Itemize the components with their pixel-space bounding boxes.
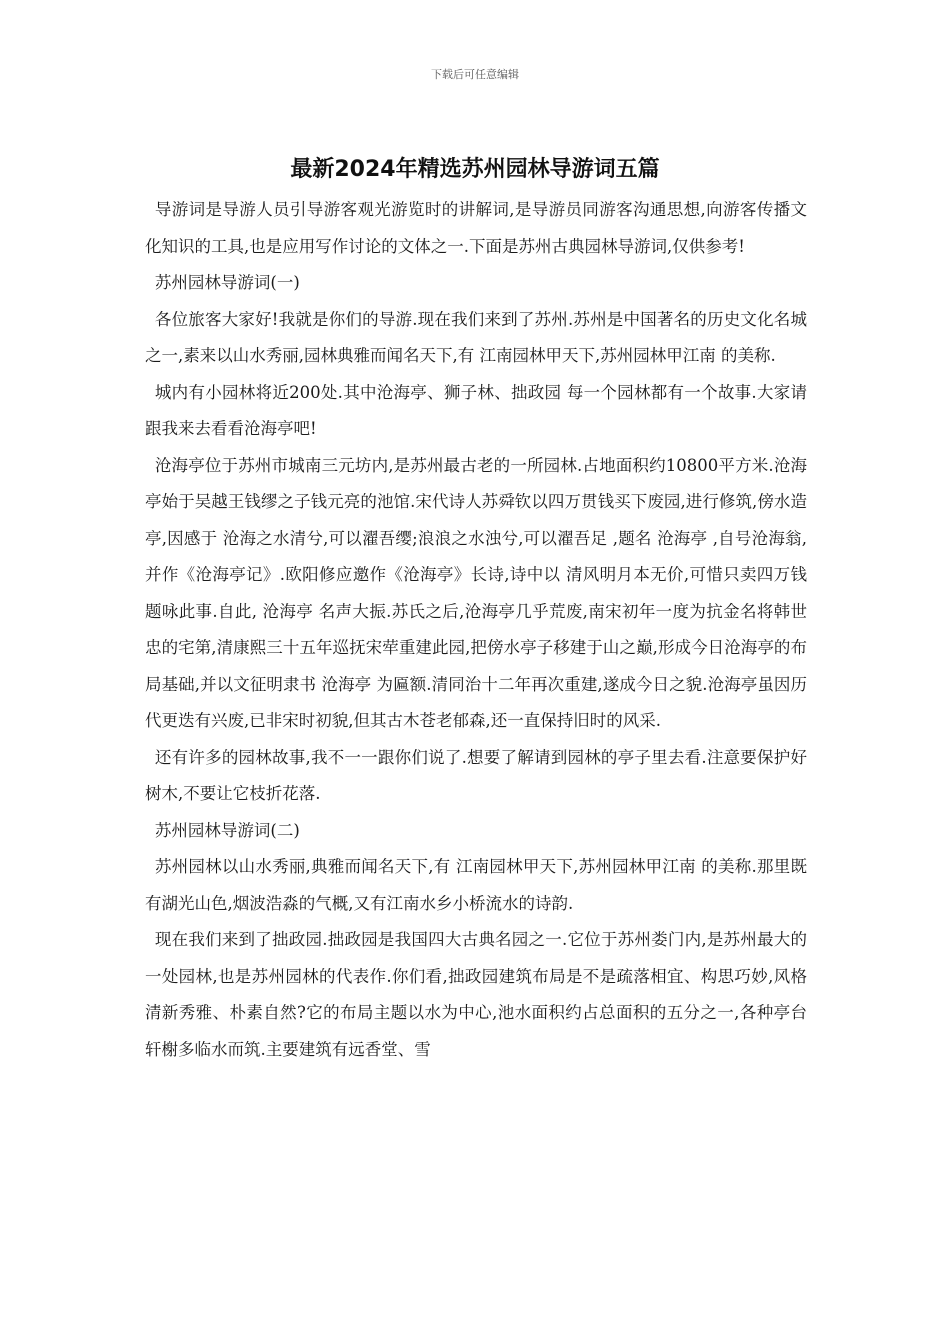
document-body	[145, 192, 807, 1068]
body-paragraph: 苏州园林以山水秀丽,典雅而闻名天下,有 江南园林甲天下,苏州园林甲江南 的美称.那里既有湖光山色,烟波浩淼的气概,又有江南水乡小桥流水的诗韵.	[145, 857, 807, 913]
section-heading-2: 苏州园林导游词(二)	[154, 820, 300, 840]
body-paragraph: 沧海亭位于苏州市城南三元坊内,是苏州最古老的一所园林.占地面积约10800平方米.沧海亭始于吴越王钱缪之子钱元亮的池馆.宋代诗人苏舜钦以四万贯钱买下废园,进行修筑,傍水造亭,因感于 沧海之水清兮,可以濯吾缨;浪浪之水浊兮,可以濯吾足 ,题名 沧海亭 ,自号沧海翁,并作《沧海亭记》.欧阳修应邀作《沧海亭》长诗,诗中以 清风明月本无价,可惜只卖四万钱 题咏此事.自此, 沧海亭 名声大振.苏氏之后,沧海亭几乎荒废,南宋初年一度为抗金名将韩世忠的宅第,清康熙三十五年巡抚宋荦重建此园,把傍水亭子移建于山之巅,形成今日沧海亭的布局基础,并以文征明隶书 沧海亭 为匾额.清同治十二年再次重建,遂成今日之貌.沧海亭虽因历代更迭有兴废,已非宋时初貌,但其古木苍老郁森,还一直保持旧时的风采.	[145, 455, 807, 730]
section-heading-1: 苏州园林导游词(一)	[154, 273, 300, 292]
body-paragraph: 现在我们来到了拙政园.拙政园是我国四大古典名园之一.它位于苏州娄门内,是苏州最大的一处园林,也是苏州园林的代表作.你们看,拙政园建筑布局是不是疏落相宜、构思巧妙,风格清新秀雅、朴素自然?它的布局主题以水为中心,池水面积约占总面积的五分之一,各种亭台轩榭多临水而筑.主要建筑有远香堂、雪	[145, 930, 807, 1059]
body-paragraph: 还有许多的园林故事,我不一一跟你们说了.想要了解请到园林的亭子里去看.注意要保护好树木,不要让它枝折花落.	[145, 747, 807, 803]
document-title: 最新2024年精选苏州园林导游词五篇	[290, 157, 660, 182]
body-paragraph: 各位旅客大家好!我就是你们的导游.现在我们来到了苏州.苏州是中国著名的历史文化名城之一,素来以山水秀丽,园林典雅而闻名天下,有 江南园林甲天下,苏州园林甲江南 的美称.	[145, 309, 807, 365]
header-note: 下载后可任意编辑	[431, 68, 519, 81]
body-paragraph: 城内有小园林将近200处.其中沧海亭、狮子林、拙政园 每一个园林都有一个故事.大家请跟我来去看看沧海亭吧!	[145, 382, 807, 438]
intro-paragraph: 导游词是导游人员引导游客观光游览时的讲解词,是导游员同游客沟通思想,向游客传播文化知识的工具,也是应用写作讨论的文体之一.下面是苏州古典园林导游词,仅供参考!	[145, 200, 807, 256]
